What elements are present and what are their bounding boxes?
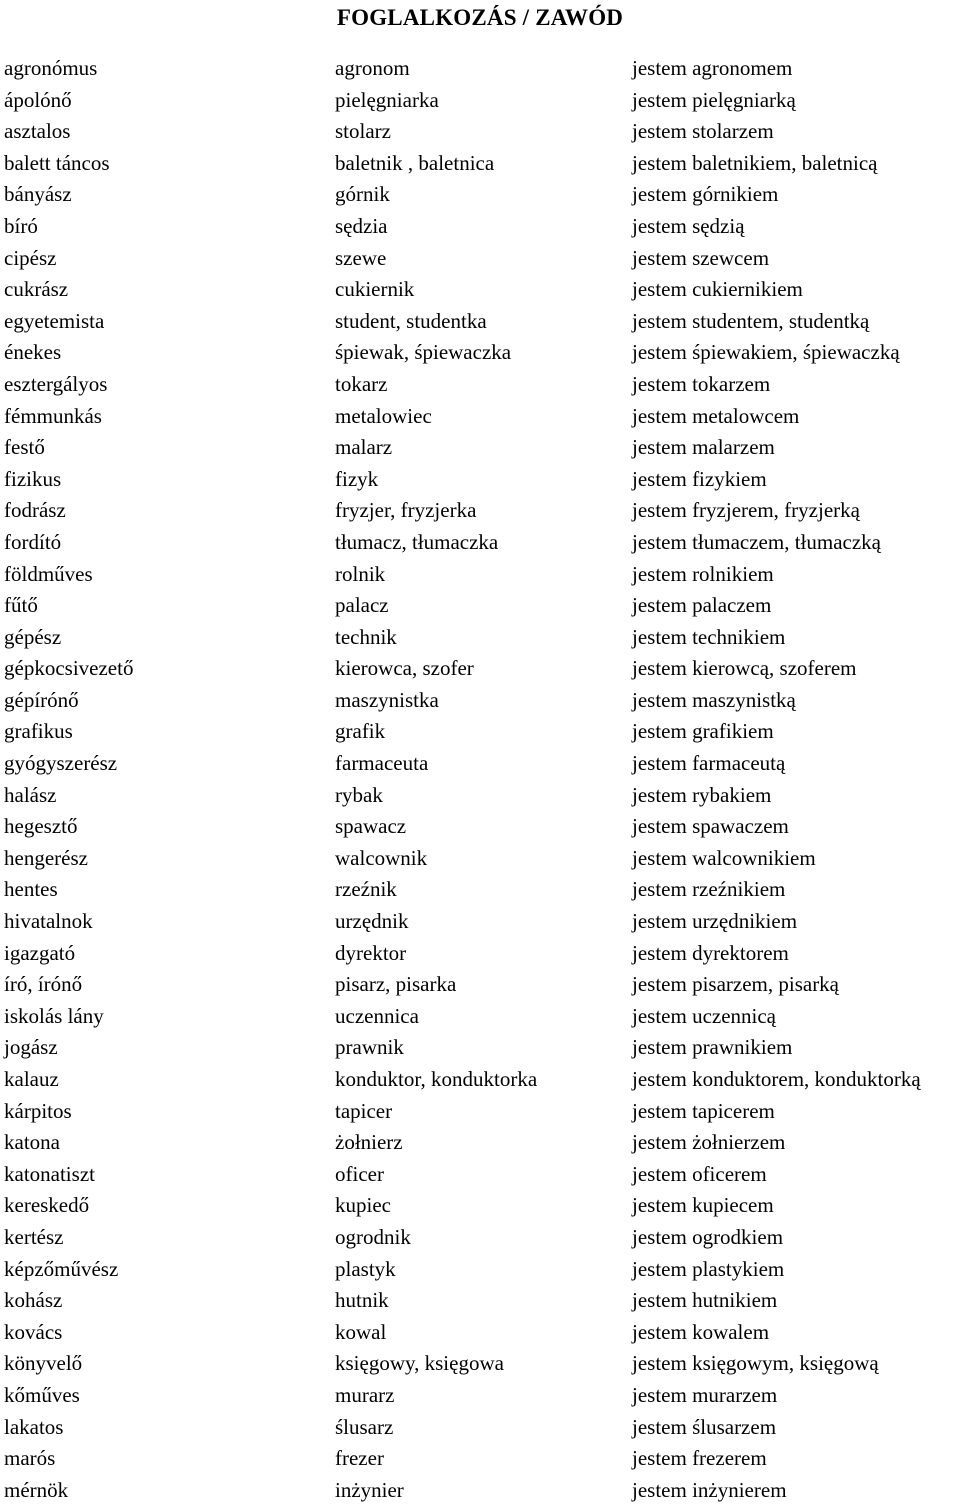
polish-term: rolnik (335, 561, 386, 586)
hungarian-term: egyetemista (4, 308, 105, 333)
polish-term: księgowy, księgowa (335, 1351, 504, 1376)
polish-term: walcownik (335, 845, 428, 870)
hungarian-term: hegesztő (4, 814, 78, 839)
table-row (0, 401, 960, 433)
table-row (0, 464, 960, 496)
hungarian-term: hengerész (4, 845, 88, 870)
polish-term: ogrodnik (335, 1224, 411, 1249)
polish-term: murarz (335, 1382, 395, 1407)
polish-sentence: jestem księgowym, księgową (632, 1351, 879, 1376)
polish-term: palacz (335, 593, 389, 618)
polish-term: tapicer (335, 1098, 393, 1123)
polish-term: żołnierz (335, 1130, 403, 1155)
polish-sentence: jestem hutnikiem (632, 1288, 778, 1313)
polish-term: inżynier (335, 1477, 404, 1502)
polish-sentence: jestem stolarzem (632, 119, 774, 144)
polish-sentence: jestem śpiewakiem, śpiewaczką (632, 340, 900, 365)
polish-sentence: jestem tłumaczem, tłumaczką (632, 529, 881, 554)
hungarian-term: asztalos (4, 119, 71, 144)
polish-sentence: jestem baletnikiem, baletnicą (632, 150, 878, 175)
polish-term: konduktor, konduktorka (335, 1067, 538, 1091)
polish-term: technik (335, 624, 397, 649)
polish-term: fryzjer, fryzjerka (335, 498, 477, 523)
hungarian-term: jogász (4, 1035, 58, 1060)
hungarian-term: kovács (4, 1319, 63, 1344)
hungarian-term: cukrász (4, 277, 69, 302)
table-row (0, 1001, 960, 1033)
polish-term: oficer (335, 1161, 384, 1186)
table-row (0, 337, 960, 369)
hungarian-term: földműves (4, 561, 93, 586)
hungarian-term: gépírónő (4, 687, 79, 712)
polish-sentence: jestem pielęgniarką (632, 87, 796, 112)
polish-sentence: jestem sędzią (632, 213, 745, 238)
hungarian-term: gyógyszerész (4, 751, 118, 776)
polish-sentence: jestem kierowcą, szoferem (632, 656, 857, 681)
hungarian-term: igazgató (4, 940, 76, 965)
polish-sentence: jestem grafikiem (632, 719, 774, 744)
hungarian-term: bányász (4, 182, 72, 207)
table-row (0, 1096, 960, 1128)
polish-sentence: jestem dyrektorem (632, 940, 789, 965)
polish-sentence: jestem górnikiem (632, 182, 779, 207)
polish-term: dyrektor (335, 940, 407, 965)
table-row (0, 590, 960, 622)
polish-term: metalowiec (335, 403, 432, 428)
table-row (0, 1254, 960, 1286)
table-row (0, 432, 960, 464)
table-row (0, 243, 960, 275)
polish-term: szewe (335, 245, 387, 270)
polish-term: kupiec (335, 1193, 391, 1218)
polish-term: prawnik (335, 1035, 404, 1060)
polish-term: stolarz (335, 119, 391, 144)
polish-term: sędzia (335, 213, 388, 238)
hungarian-term: hentes (4, 877, 58, 902)
vocabulary-table (0, 53, 960, 1506)
hungarian-term: marós (4, 1446, 56, 1471)
polish-term: spawacz (335, 814, 407, 839)
polish-term: cukiernik (335, 277, 415, 302)
polish-sentence: jestem kupiecem (632, 1193, 774, 1218)
polish-sentence: jestem maszynistką (632, 687, 796, 712)
table-row (0, 1443, 960, 1475)
polish-term: malarz (335, 435, 393, 460)
table-row (0, 559, 960, 591)
table-row (0, 1285, 960, 1317)
table-row (0, 148, 960, 180)
hungarian-term: fémmunkás (4, 403, 102, 428)
hungarian-term: kertész (4, 1224, 64, 1249)
polish-sentence: jestem szewcem (632, 245, 770, 270)
table-row (0, 495, 960, 527)
polish-sentence: jestem rzeźnikiem (632, 877, 786, 902)
hungarian-term: agronómus (4, 56, 98, 80)
table-row (0, 1064, 960, 1096)
polish-sentence: jestem tapicerem (632, 1098, 775, 1123)
polish-term: górnik (335, 182, 390, 207)
polish-sentence: jestem prawnikiem (632, 1035, 793, 1060)
table-row (0, 1159, 960, 1191)
polish-sentence: jestem pisarzem, pisarką (632, 972, 840, 997)
hungarian-term: iskolás lány (4, 1003, 104, 1028)
polish-sentence: jestem tokarzem (632, 371, 771, 396)
polish-sentence: jestem cukiernikiem (632, 277, 803, 302)
table-row (0, 1348, 960, 1380)
polish-sentence: jestem kowalem (632, 1319, 770, 1344)
polish-term: rybak (335, 782, 383, 807)
polish-term: kowal (335, 1319, 387, 1344)
table-row (0, 369, 960, 401)
polish-sentence: jestem fizykiem (632, 466, 767, 491)
polish-sentence: jestem oficerem (632, 1161, 767, 1186)
polish-sentence: jestem frezerem (632, 1446, 767, 1471)
table-row (0, 811, 960, 843)
polish-sentence: jestem inżynierem (632, 1477, 787, 1502)
polish-sentence: jestem murarzem (632, 1382, 778, 1407)
table-row (0, 1222, 960, 1254)
table-row (0, 780, 960, 812)
polish-term: fizyk (335, 466, 379, 491)
polish-term: kierowca, szofer (335, 656, 474, 681)
polish-sentence: jestem ogrodkiem (632, 1224, 784, 1249)
table-row (0, 906, 960, 938)
polish-term: uczennica (335, 1003, 419, 1028)
polish-term: tłumacz, tłumaczka (335, 529, 499, 554)
polish-sentence: jestem metalowcem (632, 403, 800, 428)
polish-sentence: jestem ślusarzem (632, 1414, 777, 1439)
polish-sentence: jestem technikiem (632, 624, 786, 649)
page-title: FOGLALKOZÁS / ZAWÓD (336, 5, 624, 30)
table-row (0, 1032, 960, 1064)
polish-term: grafik (335, 719, 386, 744)
table-row (0, 211, 960, 243)
polish-term: plastyk (335, 1256, 396, 1281)
polish-term: tokarz (335, 371, 388, 396)
polish-sentence: jestem spawaczem (632, 814, 789, 839)
table-row (0, 969, 960, 1001)
hungarian-term: katona (4, 1130, 60, 1155)
table-row (0, 306, 960, 338)
table-row (0, 843, 960, 875)
polish-sentence: jestem malarzem (632, 435, 775, 460)
polish-sentence: jestem studentem, studentką (632, 308, 870, 333)
hungarian-term: könyvelő (4, 1351, 83, 1376)
polish-term: student, studentka (335, 308, 487, 333)
table-row (0, 274, 960, 306)
hungarian-term: gépész (4, 624, 62, 649)
table-row (0, 874, 960, 906)
hungarian-term: lakatos (4, 1414, 64, 1439)
hungarian-term: kohász (4, 1288, 63, 1313)
hungarian-term: kalauz (4, 1067, 59, 1091)
hungarian-term: halász (4, 782, 57, 807)
polish-sentence: jestem walcownikiem (632, 845, 816, 870)
polish-sentence: jestem plastykiem (632, 1256, 785, 1281)
table-row (0, 622, 960, 654)
polish-term: pielęgniarka (335, 87, 439, 112)
table-row (0, 116, 960, 148)
polish-sentence: jestem rolnikiem (632, 561, 774, 586)
hungarian-term: ápolónő (4, 87, 72, 112)
polish-term: agronom (335, 56, 410, 80)
polish-sentence: jestem rybakiem (632, 782, 772, 807)
table-row (0, 938, 960, 970)
table-row (0, 653, 960, 685)
table-row (0, 53, 960, 85)
polish-sentence: jestem konduktorem, konduktorką (632, 1067, 921, 1091)
hungarian-term: énekes (4, 340, 62, 365)
polish-term: farmaceuta (335, 751, 429, 776)
polish-sentence: jestem palaczem (632, 593, 772, 618)
polish-term: ślusarz (335, 1414, 394, 1439)
hungarian-term: fordító (4, 529, 62, 554)
hungarian-term: kereskedő (4, 1193, 90, 1218)
table-row (0, 716, 960, 748)
table-row (0, 1190, 960, 1222)
hungarian-term: cipész (4, 245, 57, 270)
polish-term: pisarz, pisarka (335, 972, 457, 997)
polish-term: hutnik (335, 1288, 389, 1313)
hungarian-term: katonatiszt (4, 1161, 95, 1186)
hungarian-term: kárpitos (4, 1098, 72, 1123)
hungarian-term: gépkocsivezető (4, 656, 134, 681)
table-row (0, 748, 960, 780)
hungarian-term: mérnök (4, 1477, 69, 1502)
table-row (0, 1317, 960, 1349)
hungarian-term: balett táncos (4, 150, 110, 175)
polish-term: frezer (335, 1446, 384, 1471)
table-row (0, 685, 960, 717)
table-row (0, 527, 960, 559)
table-row (0, 1380, 960, 1412)
table-row (0, 85, 960, 117)
polish-sentence: jestem agronomem (632, 56, 793, 80)
hungarian-term: hivatalnok (4, 909, 93, 934)
hungarian-term: fűtő (4, 593, 38, 618)
polish-sentence: jestem farmaceutą (632, 751, 786, 776)
polish-term: baletnik , baletnica (335, 150, 495, 175)
polish-term: śpiewak, śpiewaczka (335, 340, 512, 365)
polish-sentence: jestem uczennicą (632, 1003, 777, 1028)
hungarian-term: fizikus (4, 466, 62, 491)
hungarian-term: bíró (4, 213, 38, 238)
hungarian-term: képzőművész (4, 1256, 119, 1281)
hungarian-term: író, írónő (4, 972, 83, 997)
hungarian-term: grafikus (4, 719, 73, 744)
polish-term: urzędnik (335, 909, 409, 934)
polish-sentence: jestem fryzjerem, fryzjerką (632, 498, 860, 523)
table-row (0, 179, 960, 211)
table-row (0, 1412, 960, 1444)
hungarian-term: fodrász (4, 498, 66, 523)
polish-term: maszynistka (335, 687, 439, 712)
hungarian-term: kőműves (4, 1382, 80, 1407)
polish-sentence: jestem urzędnikiem (632, 909, 798, 934)
polish-term: rzeźnik (335, 877, 397, 902)
table-row (0, 1127, 960, 1159)
hungarian-term: festő (4, 435, 45, 460)
hungarian-term: esztergályos (4, 371, 108, 396)
table-row (0, 1475, 960, 1506)
polish-sentence: jestem żołnierzem (632, 1130, 786, 1155)
